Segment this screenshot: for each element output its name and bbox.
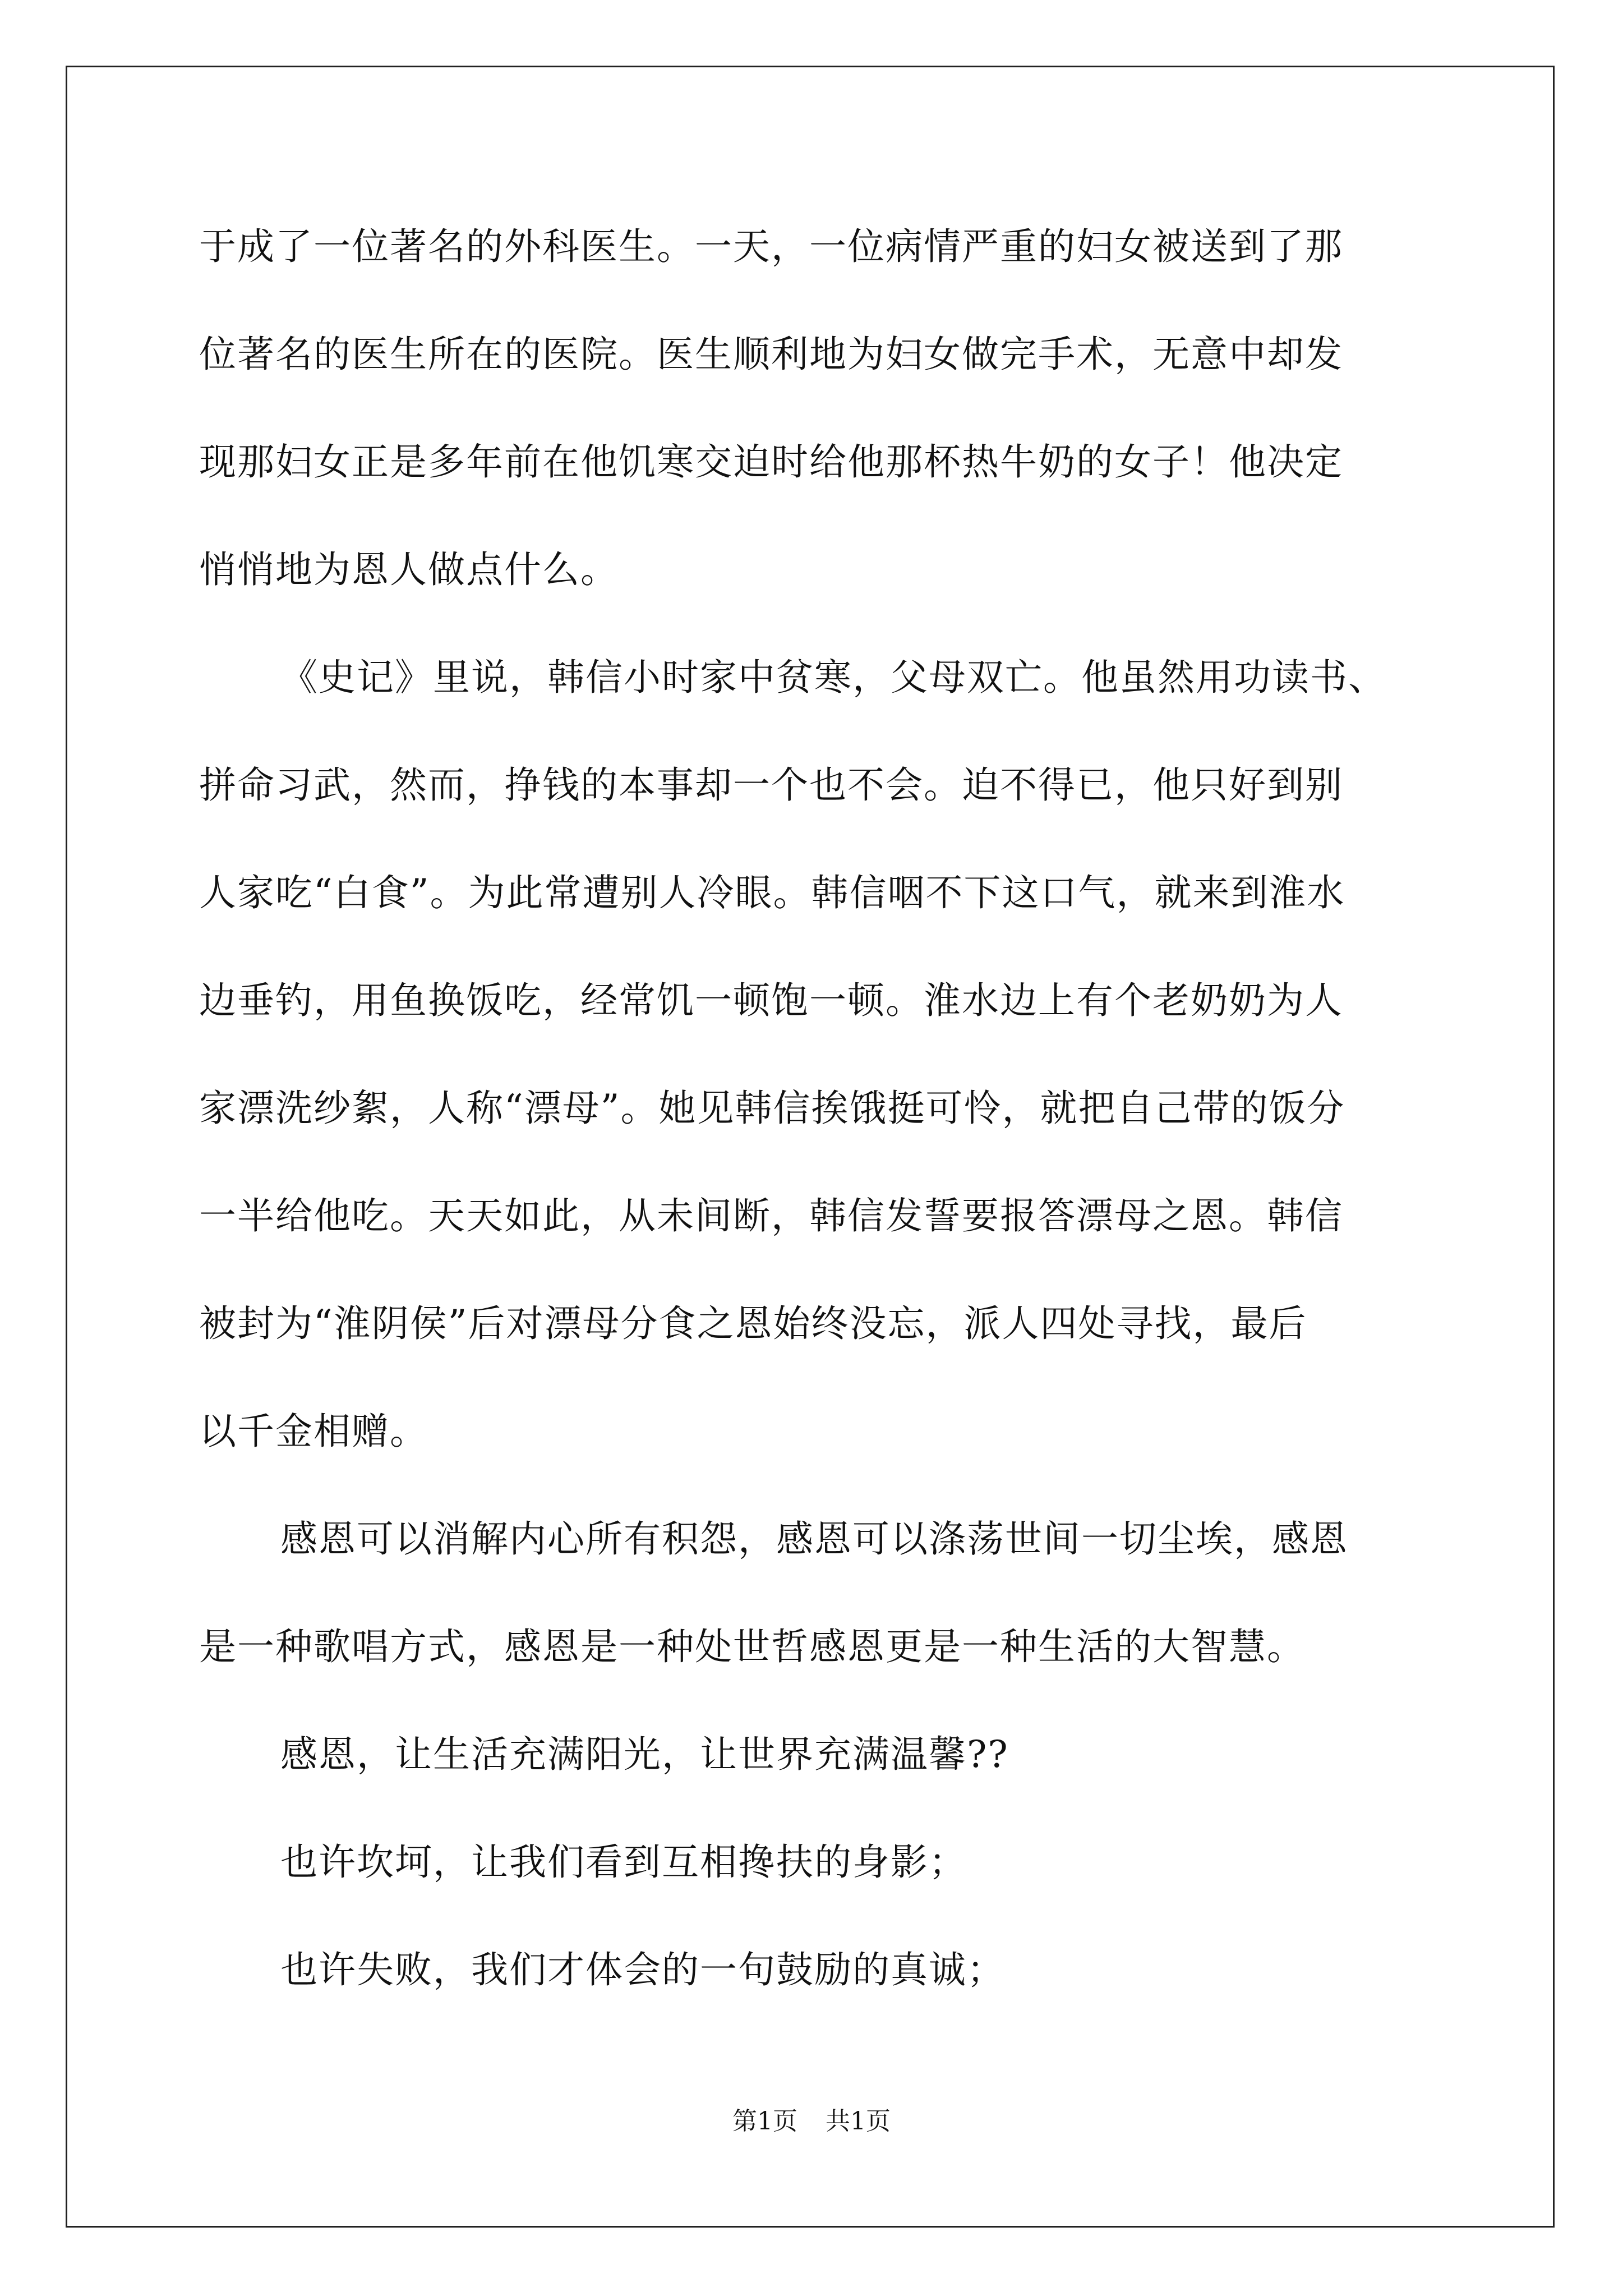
text-line: 于成了一位著名的外科医生。一天，一位病情严重的妇女被送到了那	[199, 225, 1343, 268]
text-line: 家漂洗纱絮，人称“漂母”。她见韩信挨饿挺可怜，就把自己带的饭分	[199, 1087, 1345, 1130]
paragraph-start-line: 感恩可以消解内心所有积怨，感恩可以涤荡世间一切尘埃，感恩	[280, 1517, 1348, 1561]
paragraph-start-line: 也许坎坷，让我们看到互相搀扶的身影；	[280, 1841, 967, 1884]
text-line: 一半给他吃。天天如此，从未间断，韩信发誓要报答漂母之恩。韩信	[199, 1194, 1343, 1237]
paragraph-start-line: 也许失败，我们才体会的一句鼓励的真诚；	[280, 1948, 1005, 1991]
paragraph-start-line: 《史记》里说，韩信小时家中贫寒，父母双亡。他虽然用功读书、	[280, 656, 1386, 699]
page-border	[66, 66, 1555, 2228]
text-line: 拼命习武，然而，挣钱的本事却一个也不会。迫不得已，他只好到别	[199, 763, 1343, 807]
paragraph-start-line: 感恩，让生活充满阳光，让世界充满温馨??	[280, 1733, 1009, 1776]
text-line: 是一种歌唱方式，感恩是一种处世哲感恩更是一种生活的大智慧。	[199, 1625, 1305, 1668]
page-number-total: 共1页	[826, 2107, 891, 2136]
page-footer	[0, 2105, 1623, 2138]
text-line: 悄悄地为恩人做点什么。	[199, 548, 619, 591]
text-line: 位著名的医生所在的医院。医生顺利地为妇女做完手术，无意中却发	[199, 333, 1343, 376]
text-line: 人家吃“白食”。为此常遭别人冷眼。韩信咽不下这口气，就来到淮水	[199, 871, 1345, 914]
page-number-current: 第1页	[732, 2107, 797, 2136]
text-line: 现那妇女正是多年前在他饥寒交迫时给他那杯热牛奶的女子！他决定	[199, 440, 1343, 484]
text-line: 以千金相赠。	[199, 1410, 428, 1453]
text-line: 被封为“淮阴侯”后对漂母分食之恩始终没忘，派人四处寻找，最后	[199, 1302, 1307, 1345]
text-line: 边垂钓，用鱼换饭吃，经常饥一顿饱一顿。淮水边上有个老奶奶为人	[199, 979, 1343, 1022]
